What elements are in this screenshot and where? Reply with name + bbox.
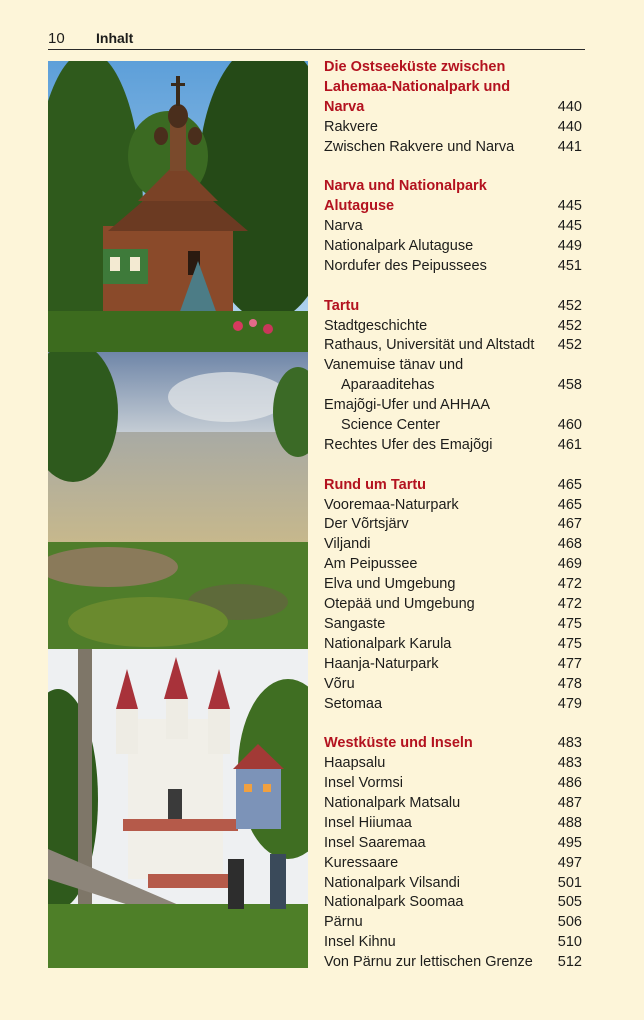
toc-page-number: 469 — [557, 556, 582, 573]
toc-page-number: 475 — [557, 615, 582, 632]
toc-page-number: 452 — [557, 297, 582, 314]
toc-page-number: 472 — [557, 576, 582, 593]
toc-page-number: 478 — [557, 675, 582, 692]
toc-label: Rund um Tartu — [324, 476, 427, 493]
photo-wooden-church — [48, 61, 308, 352]
toc-page-number: 465 — [557, 476, 582, 493]
toc-entry — [324, 615, 582, 635]
toc-page-number: 510 — [557, 934, 582, 951]
toc-label: Insel Saaremaa — [324, 834, 426, 851]
toc-label: Der Võrtsjärv — [324, 516, 409, 533]
toc-page-number: 451 — [557, 257, 582, 274]
toc-section-heading — [324, 476, 582, 496]
toc-spacer — [324, 714, 582, 734]
toc-entry — [324, 555, 582, 575]
toc-label: Vanemuise tänav und — [324, 357, 464, 374]
toc-page-number: 449 — [557, 238, 582, 255]
toc-page-number: 460 — [557, 417, 582, 434]
toc-label: Nationalpark Alutaguse — [324, 238, 474, 255]
toc-page-number: 461 — [557, 436, 582, 453]
page-header — [48, 30, 585, 50]
toc-page-number: 475 — [557, 635, 582, 652]
toc-spacer — [324, 157, 582, 177]
toc-page-number: 483 — [557, 755, 582, 772]
toc-page-number: 452 — [557, 337, 582, 354]
toc-entry — [324, 814, 582, 834]
toc-entry — [324, 774, 582, 794]
toc-label: Alutaguse — [324, 198, 395, 215]
toc-section-heading — [324, 734, 582, 754]
toc-page-number: 468 — [557, 536, 582, 553]
toc-section-heading — [324, 78, 582, 98]
toc-label: Narva — [324, 98, 365, 115]
toc-label: Nationalpark Matsalu — [324, 794, 461, 811]
toc-page-number: 467 — [557, 516, 582, 533]
toc-page-number: 458 — [557, 377, 582, 394]
toc-page-number: 465 — [557, 496, 582, 513]
toc-section-heading — [324, 98, 582, 118]
wooden-church-illustration — [48, 61, 308, 352]
page-number: 10 — [48, 30, 65, 47]
toc-section-heading — [324, 58, 582, 78]
toc-label: Westküste und Inseln — [324, 735, 473, 752]
toc-label: Sangaste — [324, 615, 386, 632]
toc-entry — [324, 655, 582, 675]
castle-tower-illustration — [48, 649, 308, 968]
toc-label: Elva und Umgebung — [324, 576, 456, 593]
toc-label: Nationalpark Soomaa — [324, 894, 464, 911]
toc-entry — [324, 515, 582, 535]
toc-label: Lahemaa-Nationalpark und — [324, 78, 511, 95]
toc-section-heading — [324, 177, 582, 197]
toc-label: Von Pärnu zur lettischen Grenze — [324, 954, 533, 971]
running-head: Inhalt — [96, 30, 134, 46]
photo-lake-shore — [48, 352, 308, 649]
toc-spacer — [324, 456, 582, 476]
toc-label: Insel Vormsi — [324, 775, 403, 792]
toc-label: Nationalpark Karula — [324, 635, 452, 652]
toc-label: Haapsalu — [324, 755, 386, 772]
toc-entry — [324, 675, 582, 695]
toc-page-number: 487 — [557, 794, 582, 811]
toc-page-number: 441 — [557, 138, 582, 155]
toc-entry — [324, 118, 582, 138]
toc-label: Science Center — [341, 417, 441, 434]
toc-section-heading — [324, 197, 582, 217]
toc-entry — [324, 436, 582, 456]
toc-entry — [324, 635, 582, 655]
toc-entry — [324, 416, 582, 436]
toc-entry — [324, 754, 582, 774]
toc-entry — [324, 257, 582, 277]
toc-label: Narva — [324, 218, 363, 235]
toc-entry — [324, 535, 582, 555]
photo-castle-tower-park — [48, 649, 308, 968]
toc-entry — [324, 138, 582, 158]
toc-entry — [324, 376, 582, 396]
toc-entry — [324, 794, 582, 814]
toc-entry — [324, 317, 582, 337]
toc-entry — [324, 595, 582, 615]
toc-label: Die Ostseeküste zwischen — [324, 59, 506, 75]
lake-shore-illustration — [48, 352, 308, 649]
table-of-contents — [324, 58, 582, 973]
toc-entry — [324, 237, 582, 257]
toc-entry — [324, 854, 582, 874]
toc-entry — [324, 336, 582, 356]
toc-page-number: 501 — [557, 874, 582, 891]
toc-label: Rakvere — [324, 118, 378, 135]
toc-page-number: 440 — [557, 118, 582, 135]
toc-entry — [324, 496, 582, 516]
toc-page-number: 479 — [557, 695, 582, 712]
toc-label: Narva und Nationalpark — [324, 178, 487, 195]
toc-page-number: 497 — [557, 854, 582, 871]
toc-entry — [324, 933, 582, 953]
toc-label: Rechtes Ufer des Emajõgi — [324, 436, 493, 453]
toc-label: Stadtgeschichte — [324, 317, 428, 334]
toc-page-number: 486 — [557, 775, 582, 792]
toc-label: Otepää und Umgebung — [324, 596, 475, 613]
toc-label: Zwischen Rakvere und Narva — [324, 138, 515, 155]
toc-label: Insel Kihnu — [324, 934, 396, 951]
toc-page-number: 472 — [557, 596, 582, 613]
toc-page-number: 488 — [557, 814, 582, 831]
toc-page-number: 505 — [557, 894, 582, 911]
toc-page-number: 445 — [557, 218, 582, 235]
toc-label: Pärnu — [324, 914, 363, 931]
toc-entry — [324, 893, 582, 913]
toc-entry — [324, 356, 582, 376]
toc-label: Vooremaa-Naturpark — [324, 496, 459, 513]
toc-label: Nordufer des Peipussees — [324, 257, 487, 274]
toc-label: Kuressaare — [324, 854, 399, 871]
toc-entry — [324, 913, 582, 933]
toc-label: Haanja-Naturpark — [324, 655, 439, 672]
toc-entry — [324, 396, 582, 416]
toc-entry — [324, 217, 582, 237]
toc-spacer — [324, 277, 582, 297]
toc-page-number: 452 — [557, 317, 582, 334]
toc-entry — [324, 834, 582, 854]
toc-page-number: 445 — [557, 198, 582, 215]
toc-page-number: 512 — [557, 954, 582, 971]
toc-label: Võru — [324, 675, 355, 692]
toc-label: Tartu — [324, 297, 360, 314]
toc-page-number: 440 — [557, 98, 582, 115]
toc-page-number: 506 — [557, 914, 582, 931]
toc-label: Nationalpark Vilsandi — [324, 874, 460, 891]
toc-entry — [324, 874, 582, 894]
toc-section-heading — [324, 297, 582, 317]
toc-label: Emajõgi-Ufer und AHHAA — [324, 397, 491, 414]
toc-label: Insel Hiiumaa — [324, 814, 412, 831]
toc-label: Rathaus, Universität und Altstadt — [324, 337, 535, 354]
toc-entry — [324, 953, 582, 973]
toc-label: Am Peipussee — [324, 556, 418, 573]
toc-page-number: 495 — [557, 834, 582, 851]
toc-label: Setomaa — [324, 695, 383, 712]
toc-label: Viljandi — [324, 536, 371, 553]
toc-entry — [324, 575, 582, 595]
toc-entry — [324, 695, 582, 715]
toc-label: Aparaaditehas — [341, 377, 435, 394]
toc-page-number: 477 — [557, 655, 582, 672]
toc-page-number: 483 — [557, 735, 582, 752]
